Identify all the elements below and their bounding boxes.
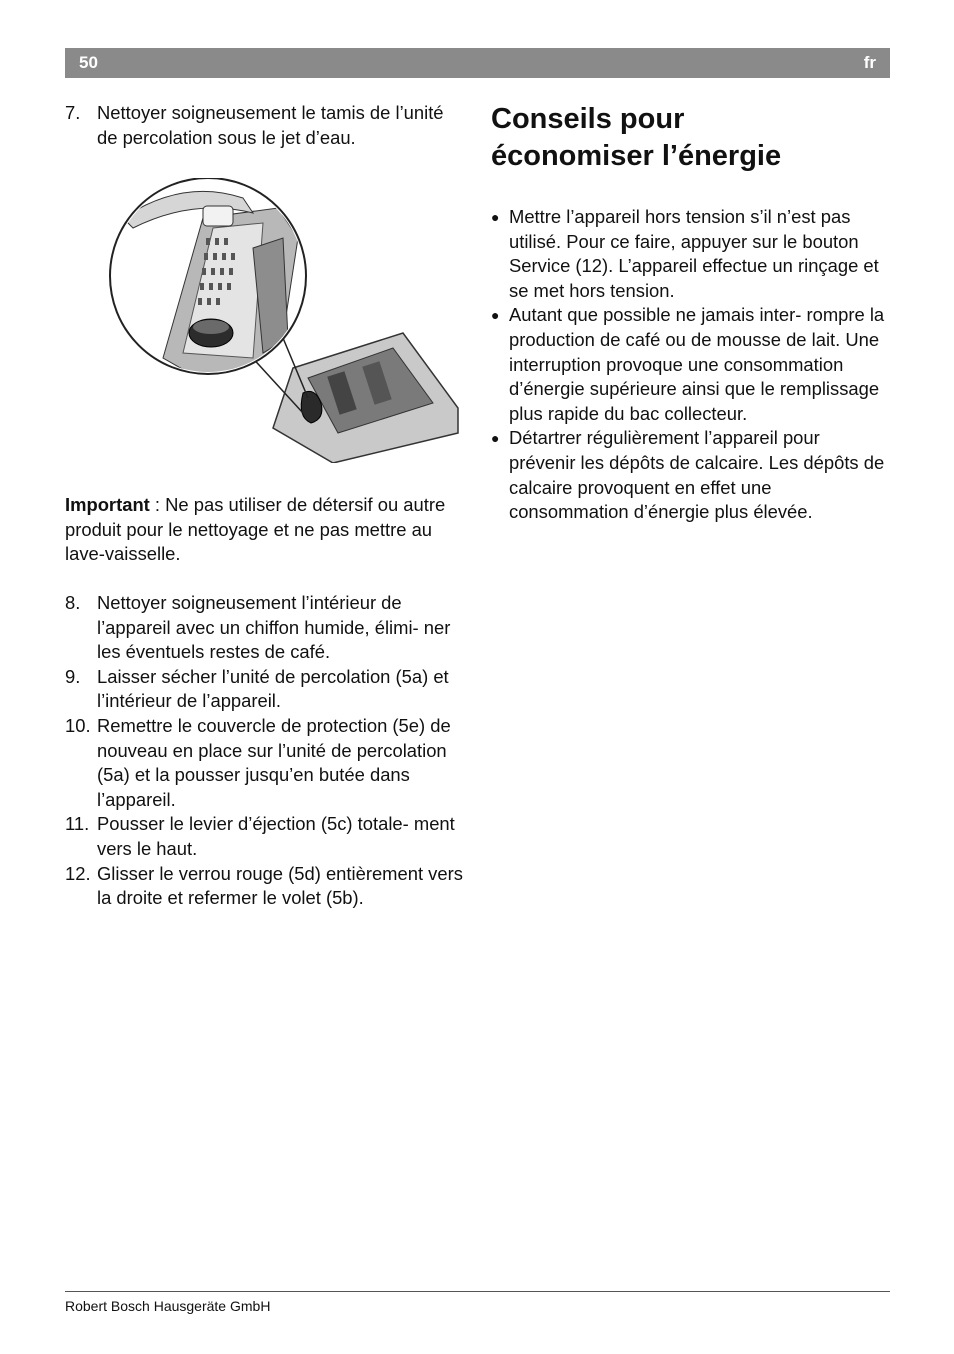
bullet-icon: ● <box>491 307 500 324</box>
language-code: fr <box>863 53 876 72</box>
bullet-item <box>491 303 891 426</box>
footer-divider <box>65 1291 890 1292</box>
step-number: 10. <box>65 714 91 736</box>
important-text: : Ne pas utiliser de détersif ou autre produit pour le nettoyage et ne pas mettre au lave-vaisselle. <box>65 494 446 565</box>
right-column <box>491 101 891 525</box>
page-number: 50 <box>79 53 98 72</box>
bullet-text: Détartrer régulièrement l’appareil pour prévenir les dépôts de calcaire. Les dépôts de calcaire provoquent en effet une consommation d’énergie plus élevée. <box>509 427 885 523</box>
bullet-text: Mettre l’appareil hors tension s’il n’est pas utilisé. Pour ce faire, appuyer sur le bouton Service (12). L’appareil effectue un rinçage et se met hors tension. <box>509 206 879 301</box>
step-text: Remettre le couvercle de protection (5e) de nouveau en place sur l’unité de percolation (5a) et la pousser jusqu’en butée dans l’appareil. <box>97 714 451 810</box>
step-number: 9. <box>65 665 81 687</box>
step-7 <box>65 101 465 150</box>
bullet-icon: ● <box>491 209 500 225</box>
step-text: Laisser sécher l’unité de percolation (5a) et l’intérieur de l’appareil. <box>97 665 449 712</box>
step-number: 8. <box>65 591 81 613</box>
step-text: Pousser le levier d’éjection (5c) totale- ment vers le haut. <box>97 813 455 859</box>
bullet-item <box>491 426 891 524</box>
step-number: 12. <box>65 862 91 884</box>
step-number: 7. <box>65 102 81 123</box>
section-heading <box>491 101 891 175</box>
bullet-icon: ● <box>491 430 500 447</box>
footer-company: Robert Bosch Hausgeräte GmbH <box>65 1298 271 1314</box>
important-label: Important <box>65 494 150 516</box>
heading-line-1: Conseils pour <box>491 103 685 135</box>
brewing-unit-illustration <box>103 178 463 463</box>
header-bar <box>65 48 890 78</box>
step-text: Nettoyer soigneusement l’intérieur de l’appareil avec un chiffon humide, élimi- ner les éventuels restes de café. <box>97 591 451 663</box>
step-text: Glisser le verrou rouge (5d) entièrement vers la droite et refermer le volet (5b). <box>97 862 463 909</box>
step-11 <box>65 812 465 861</box>
step-text: Nettoyer soigneusement le tamis de l’unité de percolation sous le jet d’eau. <box>97 102 444 148</box>
left-column <box>65 101 465 911</box>
bullet-item <box>491 205 891 303</box>
bullet-text: Autant que possible ne jamais inter- rompre la production de café ou de mousse de lait. Une interruption provoque une consommation d’énergie supérieure ainsi que le remplissage plus rapide du bac collecteur. <box>509 304 885 424</box>
step-9 <box>65 665 465 714</box>
step-12 <box>65 862 465 911</box>
heading-line-2: économiser l’énergie <box>491 140 782 172</box>
step-10 <box>65 714 465 812</box>
step-8 <box>65 591 465 665</box>
important-note <box>65 493 465 567</box>
step-number: 11. <box>65 813 90 835</box>
